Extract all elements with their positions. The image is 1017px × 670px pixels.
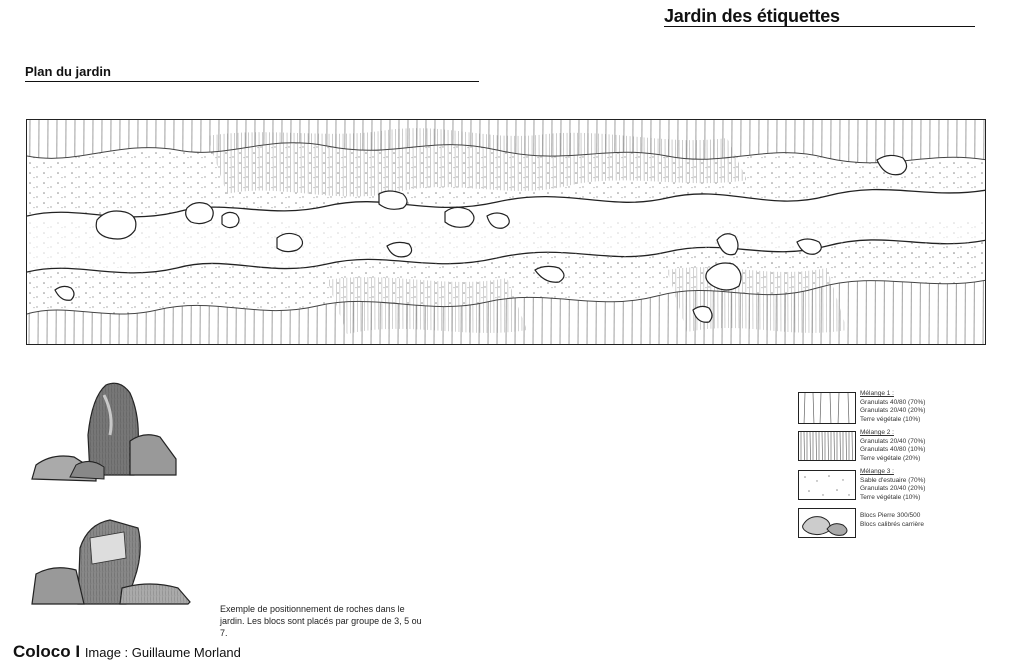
section-title: Plan du jardin <box>25 64 111 79</box>
footer-separator: I <box>75 642 81 661</box>
garden-plan-drawing <box>26 119 986 345</box>
rock-group-illustration-bottom <box>30 518 192 610</box>
legend-line: Sable d'estuaire (70%) <box>860 476 926 484</box>
legend-line: Granulats 40/80 (10%) <box>860 446 926 453</box>
legend-title: Mélange 2 : <box>860 429 894 436</box>
legend-line: Granulats 40/80 (70%) <box>860 398 926 406</box>
legend-line: Granulats 20/40 (20%) <box>860 407 926 414</box>
legend-title: Mélange 3 : <box>860 468 894 475</box>
legend-line: Blocs calibrés carrière <box>860 520 924 528</box>
page-title: Jardin des étiquettes <box>664 6 840 26</box>
image-credit: Image : Guillaume Morland <box>84 645 241 660</box>
legend-title: Mélange 1 : <box>860 390 894 397</box>
legend-swatch-rocks <box>798 508 856 538</box>
brand-name: Coloco <box>13 642 71 661</box>
legend-line: Terre végétale (20%) <box>860 454 921 462</box>
legend-swatch-stippled <box>798 470 856 500</box>
footer-credit <box>13 642 241 662</box>
legend-line: Blocs Pierre 300/500 <box>860 512 921 519</box>
rock-group-illustration-top <box>30 375 180 485</box>
section-underline <box>25 81 479 82</box>
garden-plan-sketch <box>27 120 986 345</box>
legend-line: Granulats 20/40 (70%) <box>860 437 926 445</box>
legend-swatch-sparse-lines <box>798 392 856 424</box>
legend-swatch-dense-lines <box>798 431 856 461</box>
legend-line: Granulats 20/40 (20%) <box>860 485 926 492</box>
legend-line: Terre végétale (10%) <box>860 415 921 423</box>
rock-placement-caption: Exemple de positionnement de roches dans le jardin. Les blocs sont placés par groupe de 3, 5 ou 7. <box>220 604 422 638</box>
legend-line: Terre végétale (10%) <box>860 493 921 501</box>
title-underline <box>664 26 975 27</box>
